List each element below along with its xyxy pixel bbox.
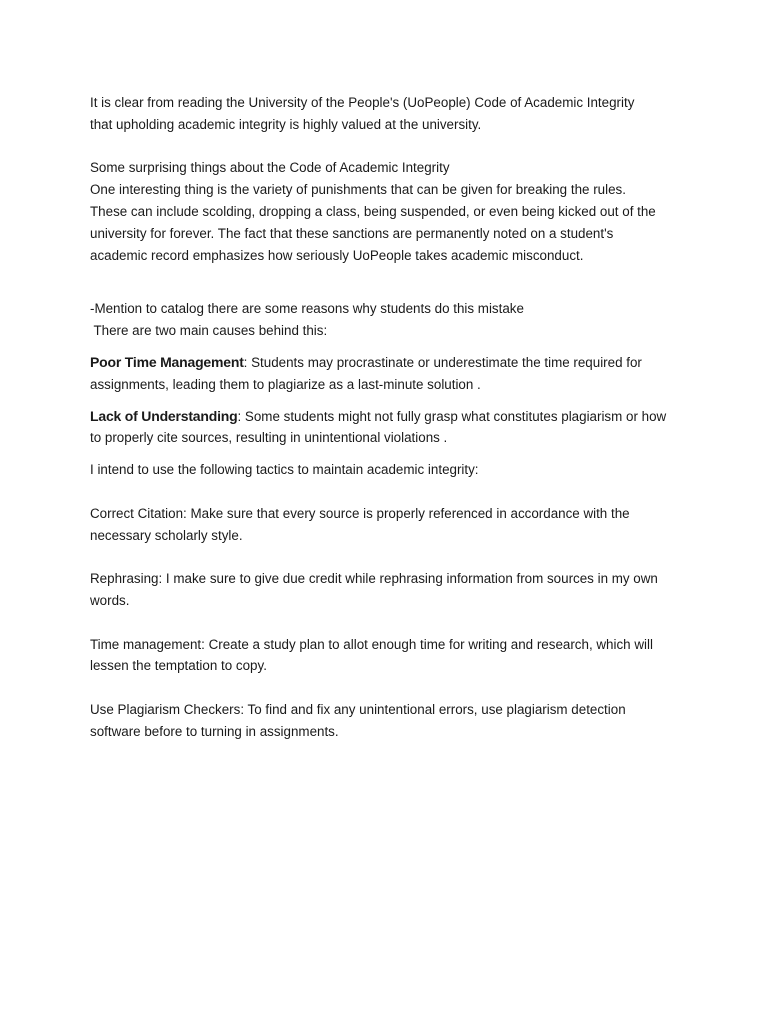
surprising-line-3: university for forever. The fact that these sanctions are permanently noted on a student's (90, 225, 614, 241)
cause-1-text: : Students may procrastinate or underestimate the time required for (243, 354, 642, 370)
document-page (90, 92, 682, 743)
tactic-time-management (90, 634, 682, 678)
tactic-rephrasing-line-2: words. (90, 592, 130, 608)
cause-2-text: : Some students might not fully grasp what constitutes plagiarism or how (237, 408, 667, 424)
tactic-rephrasing (90, 568, 682, 612)
intro-line-2: that upholding academic integrity is highly valued at the university. (90, 116, 482, 132)
tactic-time-line-1: Time management: Create a study plan to allot enough time for writing and research, which will (90, 636, 653, 652)
surprising-line-1: One interesting thing is the variety of punishments that can be given for breaking the rules. (90, 182, 626, 198)
tactic-time-line-2: lessen the temptation to copy. (90, 658, 267, 674)
cause-poor-time-management (90, 352, 682, 396)
surprising-line-2: These can include scolding, dropping a class, being suspended, or even being kicked out of the (90, 203, 656, 219)
cause-2-title: Lack of Understanding (90, 407, 238, 424)
cause-2-line-2: to properly cite sources, resulting in unintentional violations . (90, 430, 448, 446)
tactic-checkers-line-2: software before to turning in assignments. (90, 723, 339, 739)
surprising-line-4: academic record emphasizes how seriously UoPeople takes academic misconduct. (90, 247, 584, 263)
causes-intro-line-2: There are two main causes behind this: (90, 323, 328, 339)
causes-intro-line-1: -Mention to catalog there are some reasons why students do this mistake (90, 301, 524, 317)
tactic-correct-citation (90, 503, 682, 547)
causes-intro-paragraph (90, 298, 682, 342)
surprising-paragraph (90, 157, 682, 266)
cause-1-line-2: assignments, leading them to plagiarize as a last-minute solution . (90, 376, 481, 392)
cause-1-title: Poor Time Management (90, 353, 244, 370)
tactic-citation-line-1: Correct Citation: Make sure that every source is properly referenced in accordance with the (90, 505, 630, 521)
cause-lack-of-understanding (90, 406, 682, 450)
surprising-heading: Some surprising things about the Code of Academic Integrity (90, 160, 450, 176)
tactic-plagiarism-checkers (90, 699, 682, 743)
tactics-intro: I intend to use the following tactics to maintain academic integrity: (90, 462, 479, 478)
intro-paragraph (90, 92, 682, 136)
tactic-checkers-line-1: Use Plagiarism Checkers: To find and fix any unintentional errors, use plagiarism detection (90, 701, 626, 717)
intro-line-1: It is clear from reading the University of the People's (UoPeople) Code of Academic Integrity (90, 95, 635, 110)
tactic-rephrasing-line-1: Rephrasing: I make sure to give due credit while rephrasing information from sources in my own (90, 571, 658, 587)
tactic-citation-line-2: necessary scholarly style. (90, 527, 243, 543)
